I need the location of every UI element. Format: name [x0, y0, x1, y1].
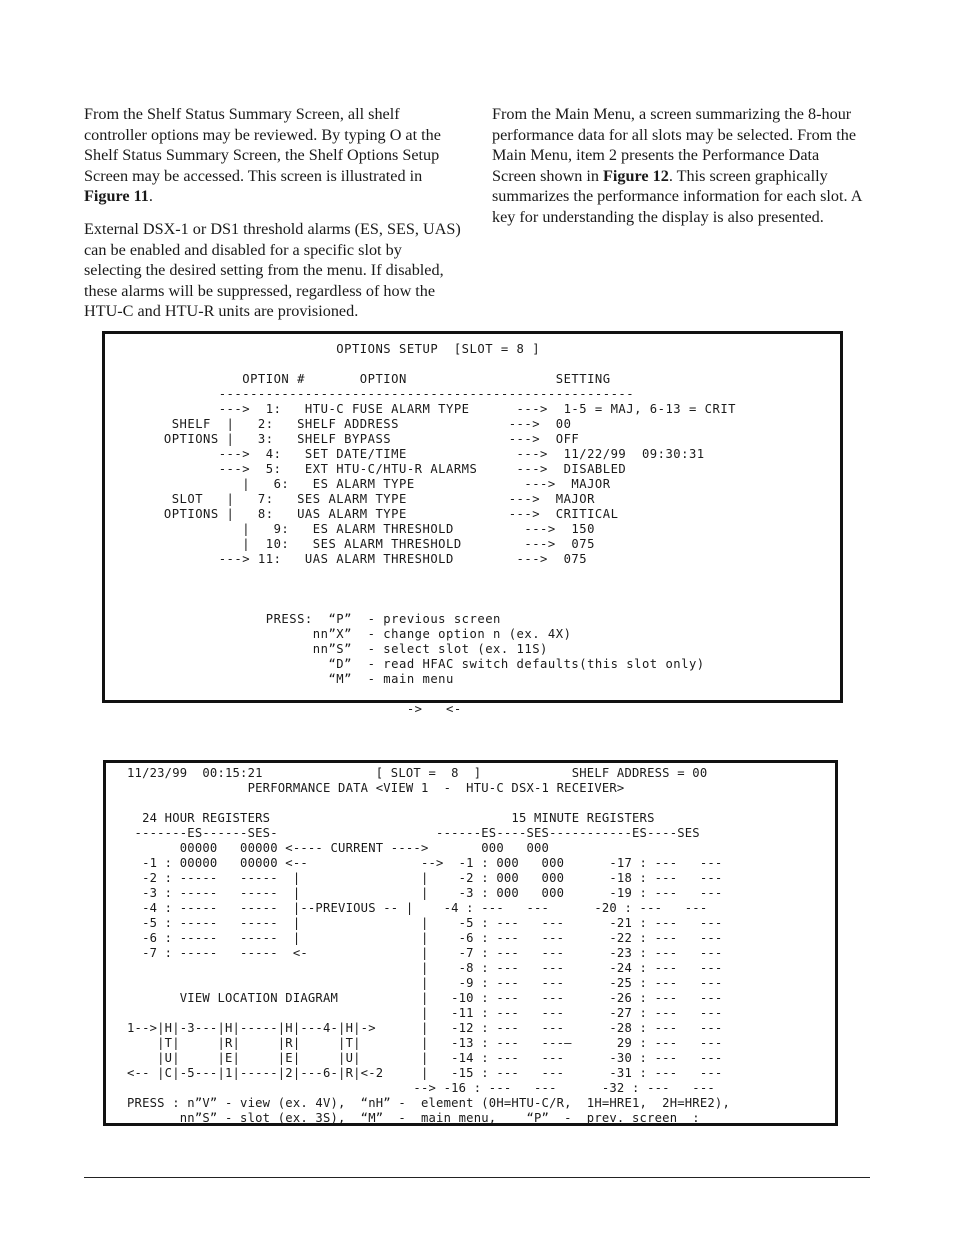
right-text-column	[492, 104, 864, 240]
paragraph-text: From the Shelf Status Summary Screen, all shelf controller options may be reviewed. By typing O at the Shelf Status Summary Screen, the Shelf Options Setup Screen may be accessed. This screen is illustrated in	[84, 105, 441, 185]
footer-divider	[84, 1177, 870, 1178]
paragraph-text: .	[148, 187, 153, 206]
left-text-column	[84, 104, 462, 334]
shelf-options-paragraph	[84, 104, 462, 207]
options-setup-terminal-text: OPTIONS SETUP [SLOT = 8 ] OPTION # OPTION SETTING ----------------------------------------------------- ---> 1: HTU-C FUSE ALARM TYPE ---> 1-5 = MAJ, 6-13 = CRIT SHELF | 2: SHELF ADDRESS ---> 00 OPTIONS | 3: SHELF BYPASS ---> OFF ---> 4: SET DATE/TIME ---> 11/22/99 09:30:31 ---> 5: EXT HTU-C/HTU-R ALARMS ---> DISABLED | 6: ES ALARM TYPE ---> MAJOR SLOT | 7: SES ALARM TYPE ---> MAJOR OPTIONS | 8: UAS ALARM TYPE ---> CRITICAL | 9: ES ALARM THRESHOLD ---> 150 | 10: SES ALARM THRESHOLD ---> 075 ---> 11: UAS ALARM THRESHOLD ---> 075 PRESS: “P” - previous screen nn”X” - change option n (ex. 4X) nn”S” - select slot (ex. 11S) “D” - read HFAC switch defaults(this slot only) “M” - main menu -> <-	[163, 342, 736, 716]
performance-data-screen-figure	[103, 760, 838, 1126]
paragraph-text: From the Main Menu, a screen summarizing the 8-hour performance data for all slots may be selected. From the Main Menu, item 2 presents the Performance Data Screen shown in	[492, 105, 857, 185]
paragraph-text: . This screen graphically summarizes the performance information for each slot. A key for understanding the display is also presented.	[492, 166, 862, 226]
figure-reference: Figure 11	[84, 187, 149, 206]
figure-reference: Figure 12	[603, 166, 669, 185]
performance-data-terminal-text: 11/23/99 00:15:21 [ SLOT = 8 ] SHELF ADDRESS = 00 PERFORMANCE DATA <VIEW 1 - HTU-C DSX-1 RECEIVER> 24 HOUR REGISTERS 15 MINUTE REGISTERS -------ES------SES- ------ES----SES-----------ES----SES 00000 00000 <---- CURRENT ----> 000 000 -1 : 00000 00000 <-- --> -1 : 000 000 -17 : --- --- -2 : ----- ----- | | -2 : 000 000 -18 : --- --- -3 : ----- ----- | | -3 : 000 000 -19 : --- --- -4 : ----- ----- |--PREVIOUS -- | -4 : --- --- -20 : --- --- -5 : ----- ----- | | -5 : --- --- -21 : --- --- -6 : ----- ----- | | -6 : --- --- -22 : --- --- -7 : ----- ----- <- | -7 : --- --- -23 : --- --- | -8 : --- --- -24 : --- --- | -9 : --- --- -25 : --- --- VIEW LOCATION DIAGRAM | -10 : --- --- -26 : --- --- | -11 : --- --- -27 : --- --- 1-->|H|-3---|H|-----|H|---4-|H|-> | -12 : --- --- -28 : --- --- |T| |R| |R| |T| | -13 : --- ---– 29 : --- --- |U| |E| |E| |U| | -14 : --- --- -30 : --- --- <-- |C|-5---|1|-----|2|---6-|R|<-2 | -15 : --- --- -31 : --- --- --> -16 : --- --- -32 : --- --- PRESS : n”V” - view (ex. 4V), “nH” - element (0H=HTU-C/R, 1H=HRE1, 2H=HRE2), nn”S” - slot (ex. 3S), “M” - main menu, “P” - prev. screen :	[127, 766, 730, 1125]
options-setup-screen-figure	[102, 331, 843, 716]
threshold-alarms-paragraph: External DSX-1 or DS1 threshold alarms (ES, SES, UAS) can be enabled and disabled for a specific slot by selecting the desired setting from the menu. If disabled, these alarms will be suppressed, regardless of how the HTU-C and HTU-R units are provisioned.	[84, 219, 461, 321]
performance-data-paragraph	[492, 104, 864, 228]
